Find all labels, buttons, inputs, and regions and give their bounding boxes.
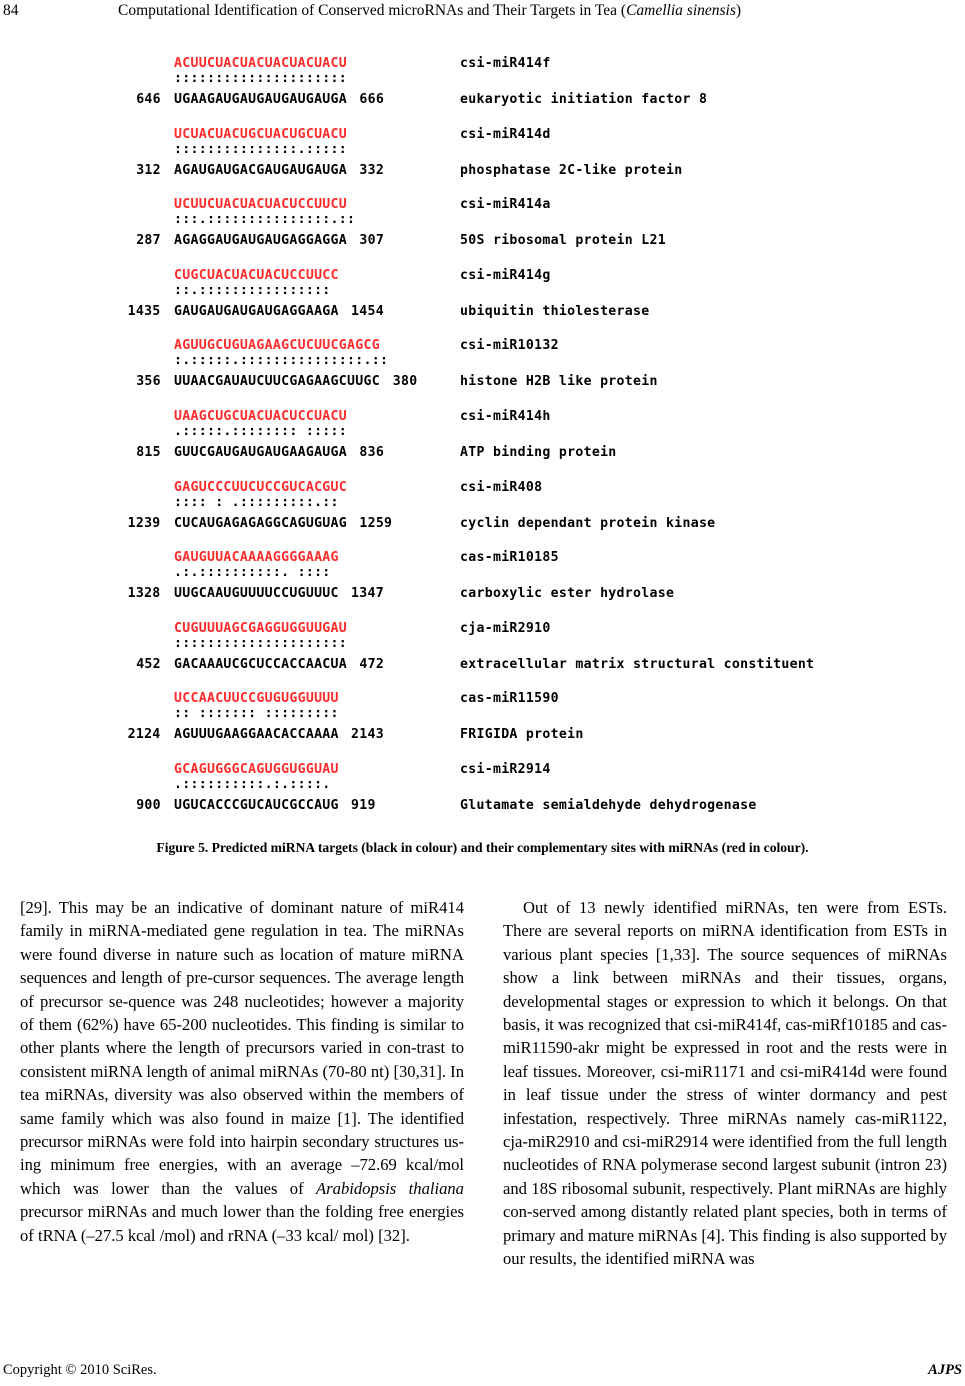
target-end: 472: [359, 656, 385, 672]
species-italic: Arabidopsis thaliana: [316, 1178, 464, 1198]
mirna-sequence: UCUUCUACUACUACUCCUUCU: [174, 197, 348, 213]
mirna-name: csi-miR414g: [460, 267, 551, 283]
target-name: 50S ribosomal protein L21: [460, 233, 666, 249]
target-end: 307: [359, 233, 385, 249]
alignment-entry: [0, 52, 965, 122]
page-header: [0, 0, 965, 24]
mirna-sequence: UAAGCUGCUACUACUCCUACU: [174, 409, 348, 424]
target-start: 1239: [127, 515, 161, 531]
target-name: eukaryotic initiation factor 8: [460, 92, 708, 107]
target-start: 646: [136, 92, 161, 107]
alignment-entry: [0, 687, 965, 757]
alignment-marks: :::.:::::::::::::::.::: [174, 212, 356, 228]
target-end: 919: [351, 798, 376, 813]
mirna-name: csi-miR414f: [460, 56, 551, 71]
target-start: 1328: [127, 586, 161, 602]
target-sequence: AGUUUGAAGGAACACCAAAA: [174, 727, 339, 743]
mirna-sequence: CUGCUACUACUACUCCUUCC: [174, 267, 339, 283]
target-name: ubiquitin thiolesterase: [460, 303, 650, 319]
alignment-marks: .:.::::::::::. ::::: [174, 565, 331, 581]
body-column-left: [20, 896, 464, 1247]
figure-5: [0, 52, 965, 832]
target-start: 312: [136, 162, 161, 178]
mirna-sequence: UCUACUACUGCUACUGCUACU: [174, 126, 348, 142]
target-sequence: AGAUGAUGACGAUGAUGAUGA: [174, 162, 348, 178]
target-start: 452: [136, 656, 161, 672]
mirna-name: csi-miR414d: [460, 126, 551, 142]
alignment-marks: :.:::::.:::::::::::::::.::: [174, 353, 389, 369]
alignment-entry: [0, 546, 965, 616]
target-name: FRIGIDA protein: [460, 727, 584, 743]
figure-caption: Figure 5. Predicted miRNA targets (black in colour) and their complementary sites with miRNAs (red in colour).: [156, 840, 809, 855]
target-name: extracellular matrix structural constituent: [460, 656, 815, 672]
target-start: 2124: [127, 727, 161, 743]
alignment-marks: :::::::::::::::::::::: [174, 635, 348, 651]
target-name: cyclin dependant protein kinase: [460, 515, 716, 531]
alignment-marks: :: ::::::: :::::::::: [174, 706, 339, 722]
alignment-entry: [0, 476, 965, 546]
running-title-prefix: Computational Identification of Conserved microRNAs and Their Targets in Tea (: [118, 2, 627, 19]
mirna-sequence: GAUGUUACAAAAGGGGAAAG: [174, 550, 339, 566]
mirna-name: cas-miR11590: [460, 691, 559, 707]
alignment-entry: [0, 264, 965, 334]
mirna-sequence: GCAGUGGGCAGUGGUGGUAU: [174, 762, 339, 777]
journal-name: AJPS: [928, 1362, 962, 1378]
target-sequence: CUCAUGAGAGAGGCAGUGUAG: [174, 515, 348, 531]
alignment-marks: ::.::::::::::::::::: [174, 282, 331, 298]
target-sequence: UGUCACCCGUCAUCGCCAUG: [174, 798, 339, 813]
mirna-sequence: AGUUGCUGUAGAAGCUCUUCGAGCG: [174, 338, 380, 354]
target-sequence: GUUCGAUGAUGAUGAAGAUGA: [174, 445, 348, 460]
target-name: Glutamate semialdehyde dehydrogenase: [460, 798, 757, 813]
target-start: 900: [136, 798, 161, 813]
paragraph-left: [20, 896, 464, 1247]
target-sequence: UGAAGAUGAUGAUGAUGAUGA: [174, 92, 348, 107]
alignment-marks: .:::::.:::::::: :::::: [174, 424, 348, 439]
target-start: 1435: [127, 303, 161, 319]
alignment-entry: [0, 334, 965, 404]
mirna-name: cas-miR10185: [460, 550, 559, 566]
mirna-name: csi-miR414h: [460, 409, 551, 424]
target-end: 332: [359, 162, 385, 178]
copyright: Copyright © 2010 SciRes.: [3, 1362, 157, 1378]
target-start: 287: [136, 233, 161, 249]
mirna-sequence: CUGUUUAGCGAGGUGGUUGAU: [174, 620, 348, 636]
alignment-marks: :::::::::::::::.:::::: [174, 141, 348, 157]
mirna-name: csi-miR408: [460, 479, 543, 495]
mirna-sequence: GAGUCCCUUCUCCGUCACGUC: [174, 479, 348, 495]
target-end: 836: [359, 445, 385, 460]
alignment-entry: [0, 123, 965, 193]
target-start: 815: [136, 445, 161, 460]
mirna-name: csi-miR414a: [460, 197, 551, 213]
target-sequence: UUGCAAUGUUUUCCUGUUUC: [174, 586, 339, 602]
target-end: 666: [359, 92, 385, 107]
running-title-species: Camellia sinensis: [626, 2, 736, 19]
target-name: phosphatase 2C-like protein: [460, 162, 683, 178]
mirna-name: cja-miR2910: [460, 620, 551, 636]
target-end: 1259: [359, 515, 393, 531]
alignment-entry: [0, 193, 965, 263]
page-number: 84: [3, 2, 19, 19]
mirna-sequence: UCCAACUUCCGUGUGGUUUU: [174, 691, 339, 707]
page-footer: [0, 1362, 965, 1384]
body-column-right: [503, 896, 947, 1271]
alignment-entry: [0, 405, 965, 475]
target-name: ATP binding protein: [460, 445, 617, 460]
mirna-sequence: ACUUCUACUACUACUACUACU: [174, 56, 348, 71]
target-sequence: UUAACGAUAUCUUCGAGAAGCUUGC: [174, 374, 380, 390]
paragraph-left-text-b: precursor miRNAs and much lower than the folding free energies of tRNA (–27.5 kcal /mol) and rRNA (–33 kcal/ mol) [32].: [20, 1202, 464, 1245]
target-sequence: GACAAAUCGCUCCACCAACUA: [174, 656, 348, 672]
target-start: 356: [136, 374, 161, 390]
target-sequence: AGAGGAUGAUGAUGAGGAGGA: [174, 233, 348, 249]
target-end: 1454: [351, 303, 384, 319]
target-end: 380: [392, 374, 418, 390]
running-title: [118, 2, 741, 20]
target-end: 1347: [351, 586, 384, 602]
mirna-name: csi-miR10132: [460, 338, 559, 354]
running-title-suffix: ): [735, 2, 742, 19]
alignment-marks: .::::::::::.:.::::.: [174, 777, 331, 792]
alignment-entry: [0, 758, 965, 828]
paragraph-left-text-a: [29]. This may be an indicative of dominant nature of miR414 family in miRNA-mediated gene regulation in tea. The miRNAs were found diverse in nature such as location of mature miRNA sequences and length of pre-cursor sequences. The average length of precursor se-quence was 248 nucleotides; however a majority of them (62%) have 65-200 nucleotides. This finding is similar to other plants where the length of precursors varied in con-trast to consistent miRNA length of animal miRNAs (70-80 nt) [30,31]. In tea miRNAs, diversity was also observed within the members of same family which was also found in maize [1]. The identified precursor miRNAs were fold into hairpin secondary structures us-ing minimum free energies, with an average –72.69 kcal/mol which was lower than the values of: [20, 898, 464, 1198]
mirna-name: csi-miR2914: [460, 762, 551, 777]
alignment-marks: :::::::::::::::::::::: [174, 71, 348, 86]
alignment-entry: [0, 617, 965, 687]
alignment-marks: :::: : .:::::::::.::: [174, 494, 339, 510]
target-name: histone H2B like protein: [460, 374, 658, 390]
target-name: carboxylic ester hydrolase: [460, 586, 675, 602]
paragraph-right: Out of 13 newly identified miRNAs, ten were from ESTs. There are several reports on miRNA identification from ESTs in various plant species [1,33]. The source sequences of miRNAs show a link between miRNAs and their tissues, organs, developmental stages or expression to which it belongs. On that basis, it was recognized that csi-miR414f, cas-miRf10185 and cas-miR11590-akr might be expressed in root and the rests were in leaf tissues. Moreover, csi-miR1171 and csi-miR414d were found in leaf tissue under the stress of winter dormancy and pest infestation, respectively. Three miRNAs namely cas-miR1122, cja-miR2910 and csi-miR2914 were identified from the full length nucleotides of RNA polymerase second largest subunit (intron 23) and 18S ribosomal subunit, respectively. Plant miRNAs are highly con-served among distantly related plant species, both in terms of primary and mature miRNAs [4]. This finding is also supported by our results, the identified miRNA was: [503, 898, 947, 1269]
target-sequence: GAUGAUGAUGAUGAGGAAGA: [174, 303, 339, 319]
target-end: 2143: [351, 727, 384, 743]
